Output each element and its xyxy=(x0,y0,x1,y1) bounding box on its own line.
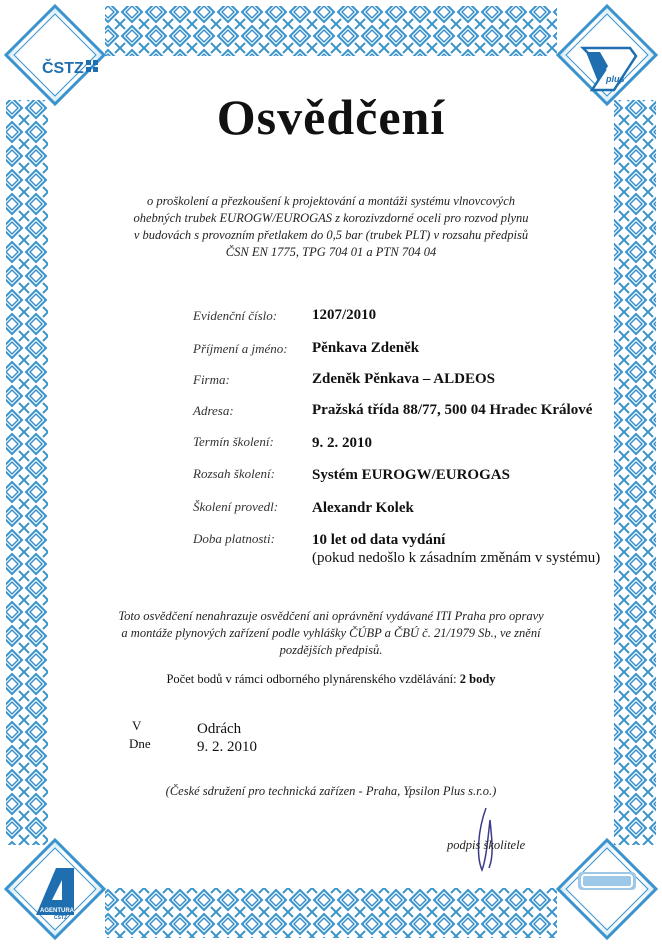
field-value: Pěnkava Zdeněk xyxy=(312,340,420,356)
plus-logo-text: plus xyxy=(606,74,625,84)
cstz-logo-text: ČSTZ xyxy=(42,60,84,77)
field-label: Firma: xyxy=(193,372,230,387)
field-label: Školení provedl: xyxy=(193,499,279,514)
date-prefix: Dne xyxy=(129,736,151,751)
signature-label: podpis školitele xyxy=(447,838,526,852)
certificate-title: Osvědčení xyxy=(216,89,446,145)
points-text: Počet bodů v rámci odborného plynárenského vzdělávání: xyxy=(166,672,457,686)
eurogas-emblem xyxy=(578,872,636,890)
field-label: Doba platnosti: xyxy=(193,531,275,546)
place-prefix: V xyxy=(132,718,142,733)
field-label: Termín školení: xyxy=(193,434,274,449)
certificate-intro: o proškolení a přezkoušení k projektování a montáži systému vlnovcových ohebných trubek EUROGW/EUROGAS z korozivzdorné oceli pro rozvod plynu v budovách s provozním přetlakem do 0,5 bar (trubek PLT) v rozsahu předpisů ČSN EN 1775, TPG 704 01 a PTN 704 04 xyxy=(133,194,529,259)
field-label: Příjmení a jméno: xyxy=(193,341,288,356)
points-value: 2 body xyxy=(459,672,496,686)
field-label: Adresa: xyxy=(193,403,234,418)
field-label: Rozsah školení: xyxy=(193,466,275,481)
field-value: Zdeněk Pěnkava – ALDEOS xyxy=(312,371,495,387)
field-value-note: (pokud nedošlo k zásadním změnám v systému) xyxy=(312,550,601,566)
certificate-note: Toto osvědčení nenahrazuje osvědčení ani oprávnění vydávané ITI Praha pro opravy a montáže plynových zařízení podle vyhlášky ČÚBP a ČBÚ č. 21/1979 Sb., ve znění pozdějších předpisů. xyxy=(118,609,544,657)
issue-place: Odrách xyxy=(197,721,242,737)
field-value: 9. 2. 2010 xyxy=(312,435,372,451)
field-value: Pražská třída 88/77, 500 04 Hradec Králové xyxy=(312,402,593,418)
field-label: Evidenční číslo: xyxy=(193,308,278,323)
field-value: 1207/2010 xyxy=(312,307,377,323)
svg-text:AGENTURA: AGENTURA xyxy=(40,908,74,914)
field-value: 10 let od data vydání xyxy=(312,532,446,548)
cstz-logo xyxy=(42,58,98,77)
field-value: Systém EUROGW/EUROGAS xyxy=(312,467,510,483)
svg-text:ČSTZ: ČSTZ xyxy=(54,915,68,921)
issue-date: 9. 2. 2010 xyxy=(197,739,257,755)
education-points xyxy=(0,672,662,687)
issuer-footer: (České sdružení pro technická zařízen - Praha, Ypsilon Plus s.r.o.) xyxy=(165,784,497,798)
field-value: Alexandr Kolek xyxy=(312,500,414,516)
